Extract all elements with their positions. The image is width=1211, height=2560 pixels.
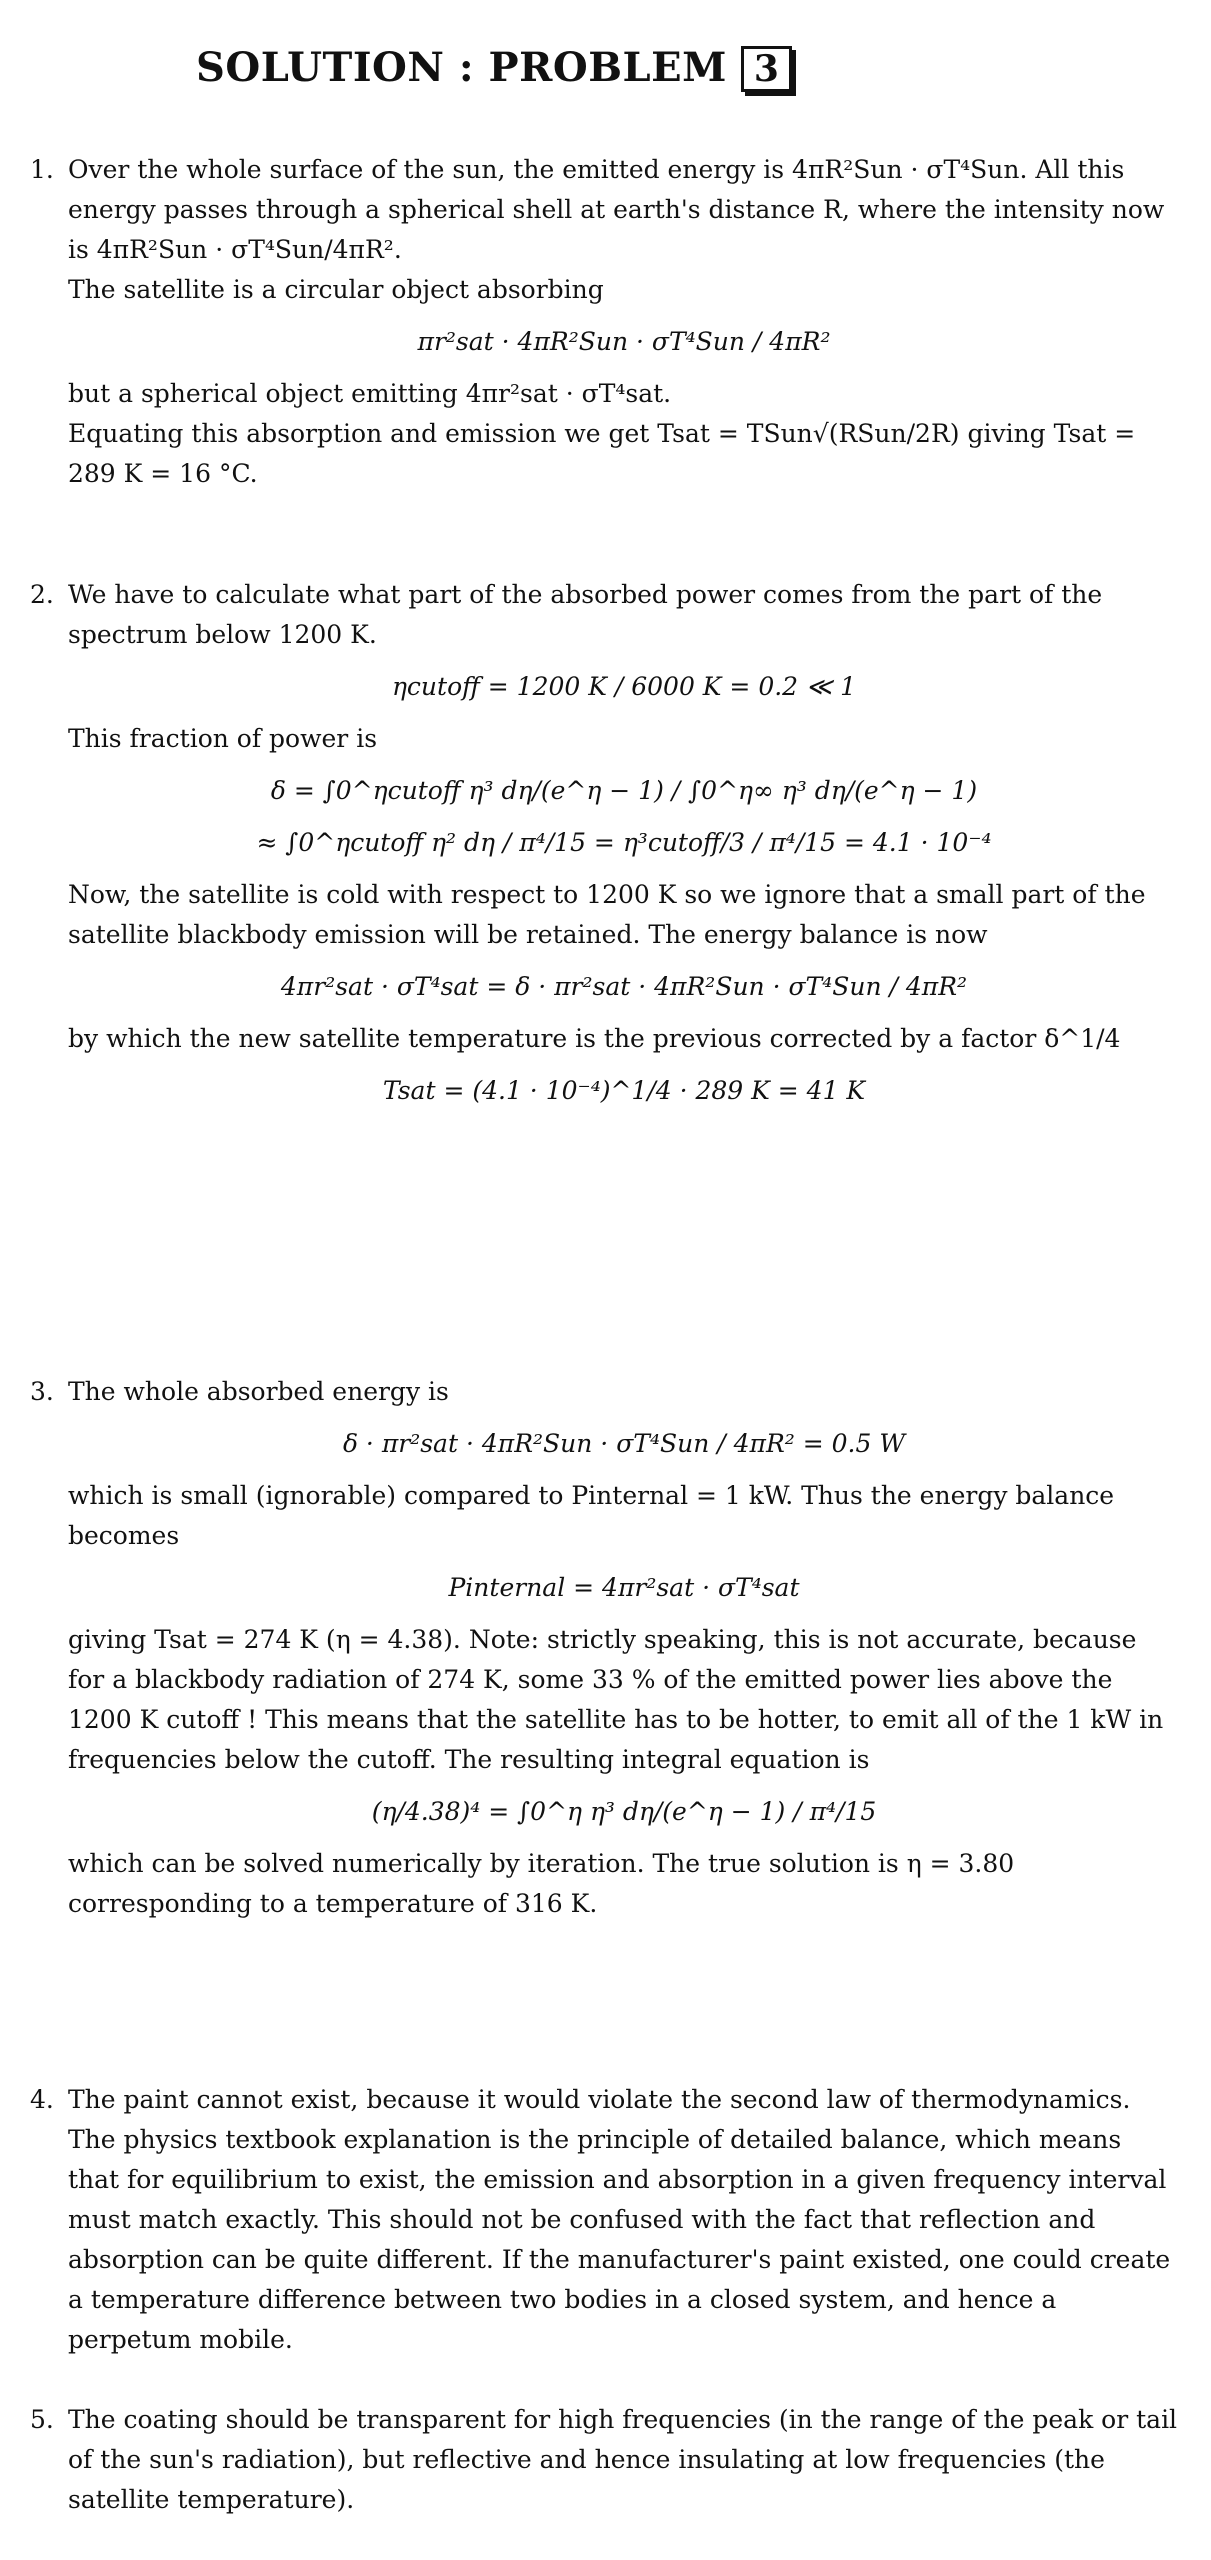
item-3-para-1: The whole absorbed energy is <box>68 1377 449 1406</box>
item-5-para-1: The coating should be transparent for high frequencies (in the range of the peak or tail of the sun's radiation), but reflective and hence insulating at low frequencies (the satellite temperature). <box>68 2405 1178 2514</box>
item-3-para-2: which is small (ignorable) compared to Pinternal = 1 kW. Thus the energy balance becomes <box>68 1481 1115 1550</box>
item-3-para-3: giving Tsat = 274 K (η = 4.38). Note: strictly speaking, this is not accurate, because for a blackbody radiation of 274 K, some 33 % of the emitted power lies above the 1200 K cutoff ! This means that the satellite has to be hotter, to emit all of the 1 kW in frequencies below the cutoff. The resulting integral equation is <box>68 1625 1164 1774</box>
solution-item-2 <box>30 575 1180 1123</box>
item-number: 3. <box>30 1377 54 1406</box>
solution-item-5 <box>30 2400 1180 2520</box>
item-3-equation-internal: Pinternal = 4πr²sat · σT⁴sat <box>448 1573 800 1602</box>
item-1-para-4: Equating this absorption and emission we get Tsat = TSun√(RSun/2R) giving Tsat = 289 K = 16 °C. <box>68 419 1136 488</box>
item-1-para-1: Over the whole surface of the sun, the emitted energy is 4πR²Sun · σT⁴Sun. All this energy passes through a spherical shell at earth's distance R, where the intensity now is 4πR²Sun · σT⁴Sun/4πR². <box>68 155 1165 264</box>
solution-item-4 <box>30 2080 1180 2360</box>
solution-item-3 <box>30 1372 1180 1924</box>
solution-item-1 <box>30 150 1180 494</box>
item-2-para-2: This fraction of power is <box>68 724 378 753</box>
page-title <box>196 44 792 92</box>
item-2-equation-delta-approx: ≈ ∫0^ηcutoff η² dη / π⁴/15 = η³cutoff/3 / π⁴/15 = 4.1 · 10⁻⁴ <box>256 828 992 857</box>
item-4-para-1: The paint cannot exist, because it would violate the second law of thermodynamics. The physics textbook explanation is the principle of detailed balance, which means that for equilibrium to exist, the emission and absorption in a given frequency interval must match exactly. This should not be confused with the fact that reflection and absorption can be quite different. If the manufacturer's paint existed, one could create a temperature difference between two bodies in a closed system, and hence a perpetum mobile. <box>68 2085 1171 2354</box>
item-1-para-2: The satellite is a circular object absorbing <box>68 275 604 304</box>
item-2-equation-balance: 4πr²sat · σT⁴sat = δ · πr²sat · 4πR²Sun · σT⁴Sun / 4πR² <box>280 972 968 1001</box>
item-2-equation-delta: δ = ∫0^ηcutoff η³ dη/(e^η − 1) / ∫0^η∞ η³ dη/(e^η − 1) <box>270 776 978 805</box>
item-2-para-4: by which the new satellite temperature is the previous corrected by a factor δ^1/4 <box>68 1024 1121 1053</box>
item-2-equation-cutoff: ηcutoff = 1200 K / 6000 K = 0.2 ≪ 1 <box>391 672 857 701</box>
item-1-equation-absorption: πr²sat · 4πR²Sun · σT⁴Sun / 4πR² <box>417 327 831 356</box>
item-number: 4. <box>30 2085 54 2114</box>
item-2-equation-tsat: Tsat = (4.1 · 10⁻⁴)^1/4 · 289 K = 41 K <box>382 1076 866 1105</box>
title-text: SOLUTION : PROBLEM <box>196 44 727 91</box>
item-1-para-3: but a spherical object emitting 4πr²sat · σT⁴sat. <box>68 379 672 408</box>
item-2-para-3: Now, the satellite is cold with respect to 1200 K so we ignore that a small part of the satellite blackbody emission will be retained. The energy balance is now <box>68 880 1146 949</box>
item-2-para-1: We have to calculate what part of the absorbed power comes from the part of the spectrum below 1200 K. <box>68 580 1103 649</box>
problem-number-box: 3 <box>741 46 793 92</box>
item-3-equation-absorbed: δ · πr²sat · 4πR²Sun · σT⁴Sun / 4πR² = 0.5 W <box>342 1429 906 1458</box>
item-number: 5. <box>30 2405 54 2434</box>
item-number: 1. <box>30 155 54 184</box>
item-3-equation-integral: (η/4.38)⁴ = ∫0^η η³ dη/(e^η − 1) / π⁴/15 <box>371 1797 877 1826</box>
item-3-para-4: which can be solved numerically by iteration. The true solution is η = 3.80 corresponding to a temperature of 316 K. <box>68 1849 1015 1918</box>
item-number: 2. <box>30 580 54 609</box>
